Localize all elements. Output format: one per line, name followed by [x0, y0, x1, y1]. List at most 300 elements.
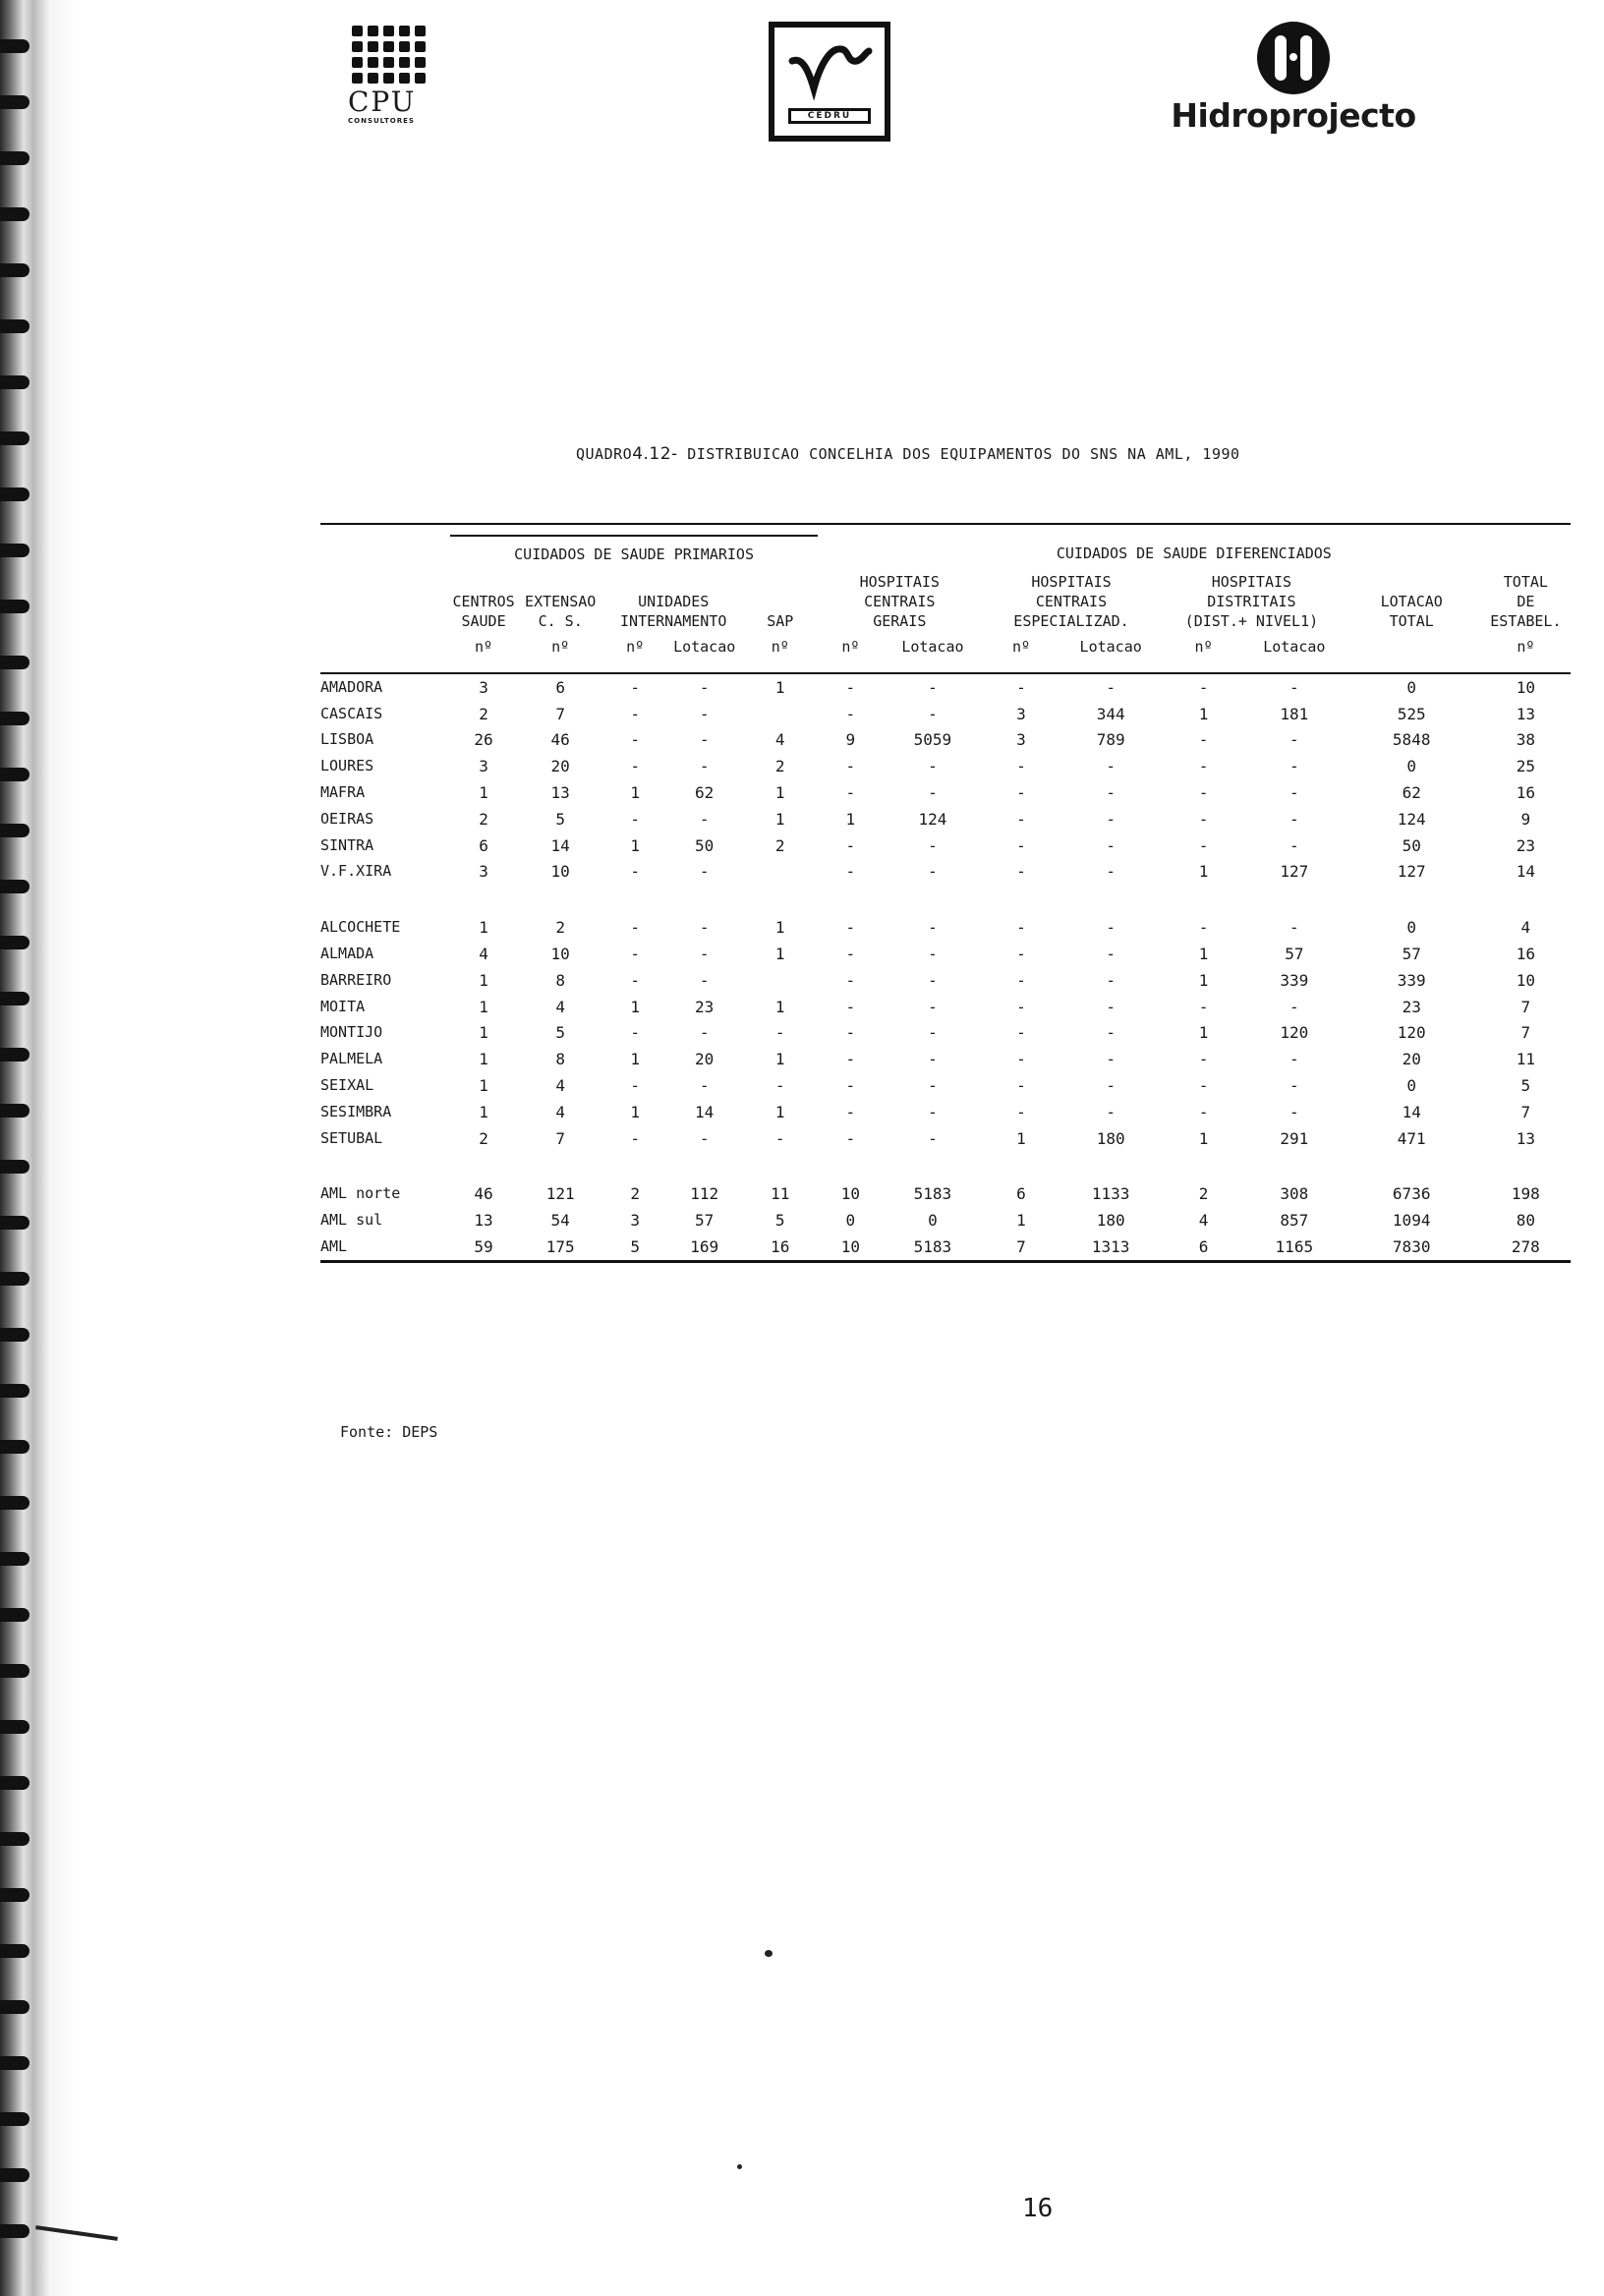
cpu-logo: [348, 26, 432, 125]
cell-ui-l: -: [699, 1023, 710, 1043]
cell-ui-l: -: [699, 918, 710, 938]
binding-ring: [0, 1160, 29, 1174]
unit-capacity: Lotacao: [1263, 638, 1326, 656]
scan-speck: [737, 2164, 742, 2169]
cell-ext: 4: [555, 1076, 565, 1096]
cell-hce-l: -: [1106, 1102, 1116, 1121]
cell-hcg-n: 10: [818, 1234, 884, 1261]
cell-hcg-l: -: [928, 1128, 938, 1148]
cell-sap: -: [774, 1076, 785, 1096]
cell-sap: 2: [774, 757, 785, 776]
cell-sap: [743, 859, 818, 886]
cell-tot: 25: [1516, 757, 1535, 776]
cell-hce-l: -: [1106, 862, 1116, 882]
table-row: [320, 1099, 1571, 1125]
cell-hcg-l: 5183: [913, 1184, 952, 1204]
binding-ring: [0, 1216, 29, 1230]
cell-ui-l: -: [699, 730, 710, 750]
cell-cs: 2: [479, 809, 488, 829]
cell-hce-l: -: [1106, 783, 1116, 803]
cell-tot: 14: [1516, 862, 1535, 882]
cell-ui-n: -: [630, 757, 640, 776]
binding-ring: [0, 2224, 29, 2238]
binding-ring: [0, 2112, 29, 2126]
cell-sap: 1: [774, 783, 785, 803]
cell-hd-n: -: [1198, 677, 1209, 697]
cell-hcg-l: -: [928, 835, 938, 855]
cell-hcg-l: -: [928, 783, 938, 803]
cell-ui-l: 14: [695, 1102, 715, 1121]
municipality-name: SETUBAL: [320, 1128, 383, 1147]
cell-tot: 23: [1516, 835, 1535, 855]
cell-cs: 46: [474, 1184, 493, 1204]
cell-tot: 13: [1516, 704, 1535, 723]
cell-hce-l: 180: [1096, 1128, 1125, 1148]
hidroprojecto-logo-name: Hidroprojecto: [1171, 96, 1416, 135]
cell-sap: 1: [774, 918, 785, 938]
cell-cs: 3: [479, 677, 488, 697]
table-caption: [576, 444, 1240, 464]
cell-hcg-n: -: [845, 997, 856, 1016]
cell-ext: 7: [555, 704, 565, 723]
cell-sap: 11: [771, 1184, 790, 1204]
cell-sap: 1: [774, 1050, 785, 1069]
cell-cs: 3: [479, 757, 488, 776]
cell-hd-l: 308: [1280, 1184, 1309, 1204]
table-row: [320, 1125, 1571, 1152]
cell-lot: 14: [1402, 1102, 1421, 1121]
cell-hd-n: -: [1198, 1102, 1209, 1121]
cell-hce-n: -: [1016, 835, 1026, 855]
binding-ring: [0, 712, 29, 725]
cell-cs: 13: [474, 1211, 493, 1231]
unit-capacity: Lotacao: [901, 638, 964, 656]
cell-cs: 1: [479, 783, 488, 803]
cell-hcg-l: -: [928, 677, 938, 697]
cell-lot: 0: [1406, 1076, 1417, 1096]
cell-hcg-n: -: [845, 1076, 856, 1096]
unit-count: nº: [1011, 638, 1031, 656]
binding-ring: [0, 1776, 29, 1790]
cell-lot: 339: [1397, 970, 1426, 990]
cell-hce-l: 1313: [1060, 1234, 1161, 1261]
cell-tot: 10: [1516, 677, 1535, 697]
municipality-name: ALMADA: [320, 945, 374, 963]
cell-sap: 1: [774, 809, 785, 829]
cell-hcg-l: -: [928, 757, 938, 776]
municipality-name: AML norte: [320, 1184, 401, 1203]
municipality-name: MOITA: [320, 997, 366, 1015]
municipality-name: LISBOA: [320, 730, 374, 749]
cedru-logo: [769, 22, 890, 142]
municipality-name: LOURES: [320, 757, 374, 775]
cell-tot: 16: [1516, 945, 1535, 964]
cell-ui-l: -: [699, 1076, 710, 1096]
cell-hcg-n: -: [845, 704, 856, 723]
cell-hcg-n: 9: [845, 730, 856, 750]
cell-hce-n: -: [1016, 677, 1026, 697]
cell-tot: 7: [1520, 997, 1531, 1016]
cell-ui-l: -: [699, 862, 710, 882]
unit-count: nº: [1517, 638, 1535, 656]
municipality-name: MAFRA: [320, 783, 366, 802]
cell-hce-l: -: [1106, 1076, 1116, 1096]
cell-lot: 0: [1406, 677, 1417, 697]
cell-lot: 525: [1397, 704, 1426, 723]
cpu-grid-icon: [352, 26, 432, 84]
cell-tot: 5: [1520, 1076, 1531, 1096]
table-row: [320, 941, 1571, 967]
cell-lot: 0: [1406, 918, 1417, 938]
cell-hce-n: 6: [1016, 1184, 1026, 1204]
cell-cs: 2: [479, 1128, 488, 1148]
cell-ui-n: 1: [630, 783, 640, 803]
source-note: Fonte: DEPS: [340, 1423, 438, 1441]
cell-lot: 0: [1406, 757, 1417, 776]
cell-ext: 6: [555, 677, 565, 697]
cell-lot: 57: [1402, 945, 1421, 964]
cell-sap: -: [774, 1128, 785, 1148]
cell-sap: -: [774, 1023, 785, 1043]
cell-tot: 38: [1516, 730, 1535, 750]
cell-ext: 14: [550, 835, 570, 855]
municipality-name: V.F.XIRA: [320, 862, 392, 881]
cell-hce-l: 344: [1096, 704, 1125, 723]
cell-hcg-l: -: [928, 918, 938, 938]
group-differentiated-care: CUIDADOS DE SAUDE DIFERENCIADOS: [1056, 545, 1332, 562]
cell-tot: 7: [1520, 1102, 1531, 1121]
cell-ui-n: 1: [630, 1102, 640, 1121]
cell-ui-n: -: [630, 1128, 640, 1148]
col-unidades-internamento: UNIDADES INTERNAMENTO: [620, 593, 727, 630]
cell-ext: 175: [517, 1234, 604, 1261]
cell-lot: 23: [1402, 997, 1421, 1016]
cell-hd-n: -: [1198, 730, 1209, 750]
cpu-logo-name: CPU: [348, 86, 417, 118]
health-equipment-table: [320, 523, 1571, 1263]
municipality-name: PALMELA: [320, 1050, 383, 1068]
caption-number: 4.12-: [632, 444, 678, 464]
cell-hd-l: 339: [1280, 970, 1309, 990]
cell-hd-l: 181: [1280, 704, 1309, 723]
cell-ui-l: 112: [690, 1184, 719, 1204]
cell-hcg-n: 1: [845, 809, 856, 829]
cell-hce-l: 1133: [1091, 1184, 1130, 1204]
municipality-name: SEIXAL: [320, 1076, 374, 1095]
total-row: [320, 1207, 1571, 1234]
cell-hcg-n: -: [845, 677, 856, 697]
cell-hd-n: 1: [1198, 945, 1209, 964]
binding-ring: [0, 2168, 29, 2182]
cell-hd-l: -: [1289, 1050, 1299, 1069]
cell-hcg-n: -: [845, 783, 856, 803]
col-hospitais-distritais: HOSPITAIS DISTRITAIS (DIST.+ NIVEL1): [1184, 573, 1319, 630]
municipality-name: AML sul: [320, 1211, 383, 1230]
binding-ring: [0, 1944, 29, 1958]
cell-ext: 2: [555, 918, 565, 938]
table-row: [320, 994, 1571, 1020]
cell-sap: 2: [774, 835, 785, 855]
cell-hcg-n: -: [845, 757, 856, 776]
cell-hcg-l: -: [928, 704, 938, 723]
cell-hce-n: -: [1016, 945, 1026, 964]
col-hospitais-centrais-gerais: HOSPITAIS CENTRAIS GERAIS: [859, 573, 940, 630]
cell-ext: 8: [555, 970, 565, 990]
cell-ui-n: -: [630, 809, 640, 829]
table-row: [320, 806, 1571, 832]
table-row: [320, 753, 1571, 779]
cell-ui-n: -: [630, 704, 640, 723]
table-row: [320, 727, 1571, 754]
cell-ui-l: -: [699, 1128, 710, 1148]
binding-ring: [0, 1328, 29, 1342]
cell-hcg-n: -: [845, 835, 856, 855]
cell-hce-l: -: [1106, 757, 1116, 776]
binding-ring: [0, 319, 29, 333]
hidroprojecto-mark-icon: [1257, 22, 1330, 94]
binding-ring: [0, 263, 29, 277]
cell-hcg-l: -: [928, 1023, 938, 1043]
binding-ring: [0, 431, 29, 445]
binding-ring: [0, 151, 29, 165]
table-row: [320, 701, 1571, 727]
cell-ui-n: -: [630, 1023, 640, 1043]
cell-hd-n: -: [1198, 997, 1209, 1016]
cell-hcg-l: 124: [918, 809, 947, 829]
cell-hcg-l: -: [928, 1076, 938, 1096]
hidroprojecto-logo: [1166, 22, 1421, 135]
cell-tot: 198: [1511, 1184, 1540, 1204]
col-sap: SAP: [767, 612, 794, 630]
cell-hd-n: 4: [1198, 1211, 1209, 1231]
cell-ui-l: 62: [695, 783, 715, 803]
cell-hcg-l: -: [928, 970, 938, 990]
cell-ext: 121: [545, 1184, 575, 1204]
binding-ring: [0, 39, 29, 53]
table-row: [320, 859, 1571, 886]
cell-lot: 5848: [1392, 730, 1431, 750]
cell-hce-n: -: [1016, 783, 1026, 803]
cell-hce-n: -: [1016, 918, 1026, 938]
unit-count: nº: [551, 638, 570, 656]
cell-hce-n: 1: [1016, 1211, 1026, 1231]
cell-cs: 1: [479, 1050, 488, 1069]
cell-hcg-n: -: [845, 1023, 856, 1043]
cell-sap: [743, 967, 818, 994]
cell-hd-l: -: [1289, 997, 1299, 1016]
cell-ext: 4: [555, 997, 565, 1016]
cell-ext: 5: [555, 809, 565, 829]
table-row: [320, 1046, 1571, 1072]
page-number: 16: [1022, 2194, 1054, 2223]
cell-hd-n: -: [1198, 918, 1209, 938]
table-row: [320, 1020, 1571, 1047]
cell-hd-l: -: [1289, 677, 1299, 697]
cell-ui-l: -: [699, 704, 710, 723]
cell-hce-n: -: [1016, 997, 1026, 1016]
table-body-aml-norte: [320, 673, 1571, 885]
cell-tot: 9: [1520, 809, 1531, 829]
table-row: [320, 779, 1571, 806]
cell-hd-l: 57: [1285, 945, 1304, 964]
table-body-aml-sul: [320, 914, 1571, 1151]
cell-ext: 20: [550, 757, 570, 776]
cell-sap: 5: [774, 1211, 785, 1231]
table-row: [320, 1072, 1571, 1099]
col-hospitais-centrais-especializados: HOSPITAIS CENTRAIS ESPECIALIZAD.: [1013, 573, 1129, 630]
binding-ring: [0, 207, 29, 221]
binding-ring: [0, 1888, 29, 1902]
cell-hd-n: 2: [1198, 1184, 1209, 1204]
cell-cs: 1: [479, 1102, 488, 1121]
cell-hcg-l: -: [928, 862, 938, 882]
cell-ui-l: 20: [695, 1050, 715, 1069]
binding-ring: [0, 2056, 29, 2070]
binding-ring: [0, 1440, 29, 1454]
cell-hcg-n: -: [845, 1128, 856, 1148]
cell-hd-n: 1: [1198, 1023, 1209, 1043]
cell-hd-n: -: [1198, 783, 1209, 803]
cell-hcg-n: -: [845, 862, 856, 882]
cell-hcg-l: -: [928, 1050, 938, 1069]
cell-hd-l: -: [1289, 835, 1299, 855]
cell-lot: 127: [1397, 862, 1426, 882]
cell-tot: 278: [1481, 1234, 1571, 1261]
cell-hce-n: 3: [1016, 704, 1026, 723]
cell-hce-l: -: [1106, 918, 1116, 938]
cell-tot: 4: [1520, 918, 1531, 938]
cell-ui-l: 23: [695, 997, 715, 1016]
cell-ext: 4: [555, 1102, 565, 1121]
cell-cs: 6: [479, 835, 488, 855]
cell-hcg-n: -: [845, 918, 856, 938]
cell-hd-n: -: [1198, 835, 1209, 855]
cell-ext: 13: [550, 783, 570, 803]
binding-ring: [0, 600, 29, 613]
cedru-wave-icon: [784, 39, 875, 104]
cell-hce-n: 1: [1016, 1128, 1026, 1148]
cell-hd-l: -: [1289, 918, 1299, 938]
cell-cs: 59: [450, 1234, 516, 1261]
cedru-logo-name: CEDRU: [788, 108, 871, 124]
cell-hce-n: -: [1016, 757, 1026, 776]
cell-lot: 62: [1402, 783, 1421, 803]
cell-lot: 20: [1402, 1050, 1421, 1069]
unit-capacity: Lotacao: [1079, 638, 1142, 656]
cell-ext: 10: [550, 945, 570, 964]
cell-ui-l: -: [699, 677, 710, 697]
col-lotacao-total: LOTACAO TOTAL: [1380, 593, 1443, 630]
cell-hcg-n: -: [845, 970, 856, 990]
cell-hce-n: -: [1016, 862, 1026, 882]
binding-ring: [0, 2000, 29, 2014]
binding-ring: [0, 824, 29, 837]
cell-ui-l: 57: [695, 1211, 715, 1231]
cell-ext: 5: [555, 1023, 565, 1043]
caption-text: DISTRIBUICAO CONCELHIA DOS EQUIPAMENTOS DO SNS NA AML, 1990: [687, 445, 1240, 463]
cell-hce-l: 789: [1096, 730, 1125, 750]
binding-ring: [0, 1384, 29, 1398]
cell-hd-l: 127: [1280, 862, 1309, 882]
cell-hce-l: -: [1106, 997, 1116, 1016]
cell-hd-l: -: [1289, 783, 1299, 803]
municipality-name: AML: [320, 1234, 450, 1261]
binding-ring: [0, 1664, 29, 1678]
cpu-logo-tagline: CONSULTORES: [348, 117, 415, 125]
cell-hce-n: -: [1016, 970, 1026, 990]
binding-ring: [0, 1496, 29, 1510]
cell-ui-n: -: [630, 918, 640, 938]
cell-hd-n: -: [1198, 1076, 1209, 1096]
col-extensao-cs: EXTENSAO C. S.: [525, 593, 597, 630]
cell-sap: 1: [774, 677, 785, 697]
unit-count: nº: [841, 638, 860, 656]
municipality-name: OEIRAS: [320, 809, 374, 828]
binding-ring: [0, 936, 29, 949]
cell-ext: 10: [550, 862, 570, 882]
cell-tot: 11: [1516, 1050, 1535, 1069]
cell-hce-n: -: [1016, 1102, 1026, 1121]
scan-speck: [765, 1950, 773, 1957]
cell-cs: 1: [479, 1076, 488, 1096]
municipality-name: MONTIJO: [320, 1023, 383, 1042]
municipality-name: BARREIRO: [320, 970, 392, 989]
cell-hce-l: -: [1106, 835, 1116, 855]
cell-sap: 1: [774, 945, 785, 964]
cell-hce-n: -: [1016, 1076, 1026, 1096]
cell-hce-n: 7: [982, 1234, 1060, 1261]
cell-hd-n: 1: [1198, 970, 1209, 990]
binding-ring: [0, 1552, 29, 1566]
cell-hcg-n: -: [845, 1050, 856, 1069]
cell-tot: 16: [1516, 783, 1535, 803]
cell-hcg-n: 0: [845, 1211, 856, 1231]
binding-ring: [0, 1832, 29, 1846]
cell-hd-l: -: [1289, 730, 1299, 750]
cell-sap: 4: [774, 730, 785, 750]
col-centros-saude: CENTROS SAUDE: [452, 593, 515, 630]
cell-ui-l: -: [699, 757, 710, 776]
cell-hce-l: -: [1106, 970, 1116, 990]
binding-ring: [0, 880, 29, 893]
cell-ext: 46: [550, 730, 570, 750]
unit-count: nº: [475, 638, 493, 656]
cell-tot: 7: [1520, 1023, 1531, 1043]
cell-ui-l: -: [699, 970, 710, 990]
cell-hce-n: -: [1016, 809, 1026, 829]
cell-hd-l: 857: [1280, 1211, 1309, 1231]
cell-ui-n: -: [630, 862, 640, 882]
binding-ring: [0, 768, 29, 781]
municipality-name: SESIMBRA: [320, 1102, 392, 1120]
cell-ui-n: -: [630, 1076, 640, 1096]
binding-ring: [0, 1272, 29, 1286]
cell-hd-n: 1: [1198, 704, 1209, 723]
cell-hd-l: 1165: [1246, 1234, 1343, 1261]
table-row: [320, 673, 1571, 701]
unit-count: nº: [771, 638, 789, 656]
cell-cs: 3: [479, 862, 488, 882]
cell-hd-l: -: [1289, 757, 1299, 776]
binding-ring: [0, 488, 29, 501]
cell-hd-l: -: [1289, 1076, 1299, 1096]
cell-hce-l: -: [1106, 1050, 1116, 1069]
cell-hce-l: -: [1106, 945, 1116, 964]
cell-tot: 10: [1516, 970, 1535, 990]
cell-hcg-n: -: [845, 1102, 856, 1121]
cell-hd-n: -: [1198, 757, 1209, 776]
municipality-name: SINTRA: [320, 835, 374, 854]
